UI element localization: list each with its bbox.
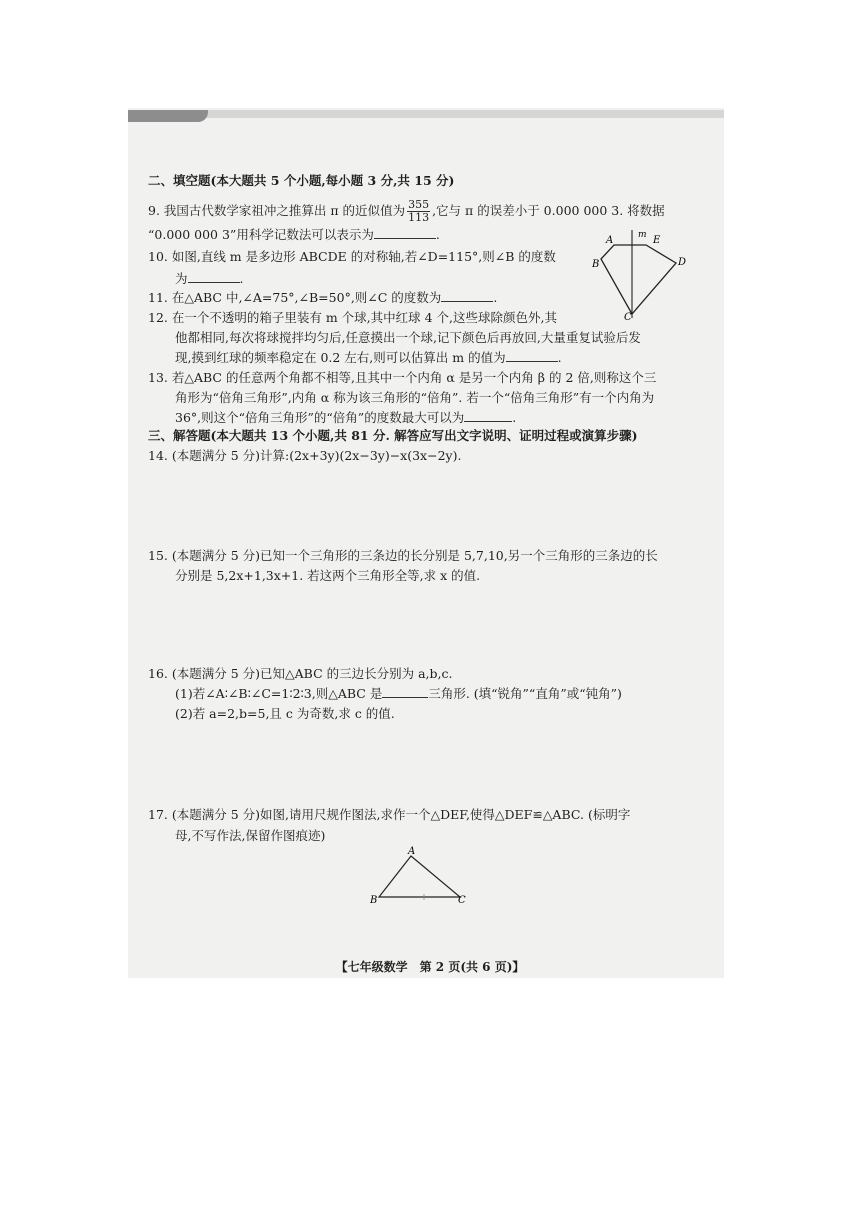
question-13-line-2: 角形为“倍角三角形”,内角 α 称为该三角形的“倍角”. 若一个“倍角三角形”有一个内角为 (175, 390, 655, 405)
question-10-text: 为 (175, 271, 188, 286)
question-17-line-1: 17. (本题满分 5 分)如图,请用尺规作图法,求作一个△DEF,使得△DEF≌△ABC. (标明字 (148, 807, 631, 822)
vertex-label-b: B (592, 259, 600, 270)
page-footer: 【七年级数学 第 2 页(共 6 页)】 (335, 960, 525, 974)
question-9-text-b: ,它与 π 的误差小于 0.000 000 3. 将数据 (432, 203, 665, 218)
question-9-text-c: “0.000 000 3”用科学记数法可以表示为 (148, 227, 374, 242)
question-12-text: 现,摸到红球的频率稳定在 0.2 左右,则可以估算出 m 的值为 (175, 350, 506, 365)
section-3-heading: 三、解答题(本大题共 13 个小题,共 81 分. 解答应写出文字说明、证明过程或演算步骤) (148, 428, 638, 443)
answer-blank[interactable] (464, 409, 512, 422)
question-9-text-a: 9. 我国古代数学家祖冲之推算出 π 的近似值为 (148, 203, 406, 218)
question-12-line-3: 现,摸到红球的频率稳定在 0.2 左右,则可以估算出 m 的值为 . (175, 350, 562, 365)
section-2-heading: 二、填空题(本大题共 5 个小题,每小题 3 分,共 15 分) (148, 173, 455, 188)
vertex-label-b: B (370, 895, 378, 906)
question-9-line-1 (148, 199, 665, 224)
question-12-line-1: 12. 在一个不透明的箱子里装有 m 个球,其中红球 4 个,这些球除颜色外,其 (148, 310, 557, 325)
question-16-line-3: (2)若 a=2,b=5,且 c 为奇数,求 c 的值. (175, 706, 395, 721)
triangle-abc-figure (368, 842, 474, 908)
vertex-label-a: A (606, 235, 614, 246)
question-15-line-1: 15. (本题满分 5 分)已知一个三角形的三条边的长分别是 5,7,10,另一个三角形的三条边的长 (148, 548, 658, 563)
question-16-line-1: 16. (本题满分 5 分)已知△ABC 的三边长分别为 a,b,c. (148, 666, 453, 681)
answer-area-14[interactable] (148, 468, 688, 538)
question-15-line-2: 分别是 5,2x+1,3x+1. 若这两个三角形全等,求 x 的值. (175, 568, 481, 583)
question-10-line-2: 为 . (175, 271, 244, 286)
answer-area-15[interactable] (148, 590, 688, 660)
question-17-line-2: 母,不写作法,保留作图痕迹) (175, 828, 326, 843)
page-top-bar-tab (128, 110, 208, 122)
answer-blank[interactable] (382, 685, 428, 698)
pi-fraction (407, 199, 430, 224)
vertex-label-d: D (678, 257, 687, 268)
vertex-label-a: A (408, 846, 416, 857)
answer-blank[interactable] (441, 289, 493, 302)
fraction-numerator: 355 (408, 198, 430, 211)
question-16-line-2 (175, 685, 622, 703)
triangle-outline (379, 856, 460, 897)
answer-blank[interactable] (188, 270, 240, 283)
question-9-line-2: “0.000 000 3”用科学记数法可以表示为 . (148, 227, 440, 242)
pentagon-figure (590, 228, 690, 320)
question-10-line-1: 10. 如图,直线 m 是多边形 ABCDE 的对称轴,若∠D=115°,则∠B 的度数 (148, 249, 556, 264)
question-14-line-1: 14. (本题满分 5 分)计算:(2x+3y)(2x−3y)−x(3x−2y). (148, 448, 462, 463)
answer-blank[interactable] (374, 226, 436, 239)
answer-area-16[interactable] (148, 728, 688, 798)
vertex-label-c: C (624, 312, 632, 320)
question-16-text-a: (1)若∠A∶∠B∶∠C=1∶2∶3,则△ABC 是 (175, 686, 383, 701)
question-11-text: 11. 在△ABC 中,∠A=75°,∠B=50°,则∠C 的度数为 (148, 290, 442, 305)
question-12-line-2: 他都相同,每次将球搅拌均匀后,任意摸出一个球,记下颜色后再放回,大量重复试验后发 (175, 330, 641, 345)
fraction-denominator: 113 (408, 211, 430, 224)
answer-blank[interactable] (506, 349, 558, 362)
question-16-text-b: 三角形. (填“锐角”“直角”或“钝角”) (428, 686, 622, 701)
axis-label-m: m (638, 230, 647, 240)
vertex-label-e: E (653, 235, 661, 246)
page-top-bar (128, 110, 724, 118)
question-13-text: 36°,则这个“倍角三角形”的“倍角”的度数最大可以为 (175, 410, 465, 425)
vertex-label-c: C (458, 895, 466, 906)
question-13-line-3: 36°,则这个“倍角三角形”的“倍角”的度数最大可以为 . (175, 410, 517, 425)
question-13-line-1: 13. 若△ABC 的任意两个角都不相等,且其中一个内角 α 是另一个内角 β 的 2 倍,则称这个三 (148, 370, 657, 385)
pentagon-outline (601, 245, 676, 314)
question-11-line-1: 11. 在△ABC 中,∠A=75°,∠B=50°,则∠C 的度数为 . (148, 290, 498, 305)
